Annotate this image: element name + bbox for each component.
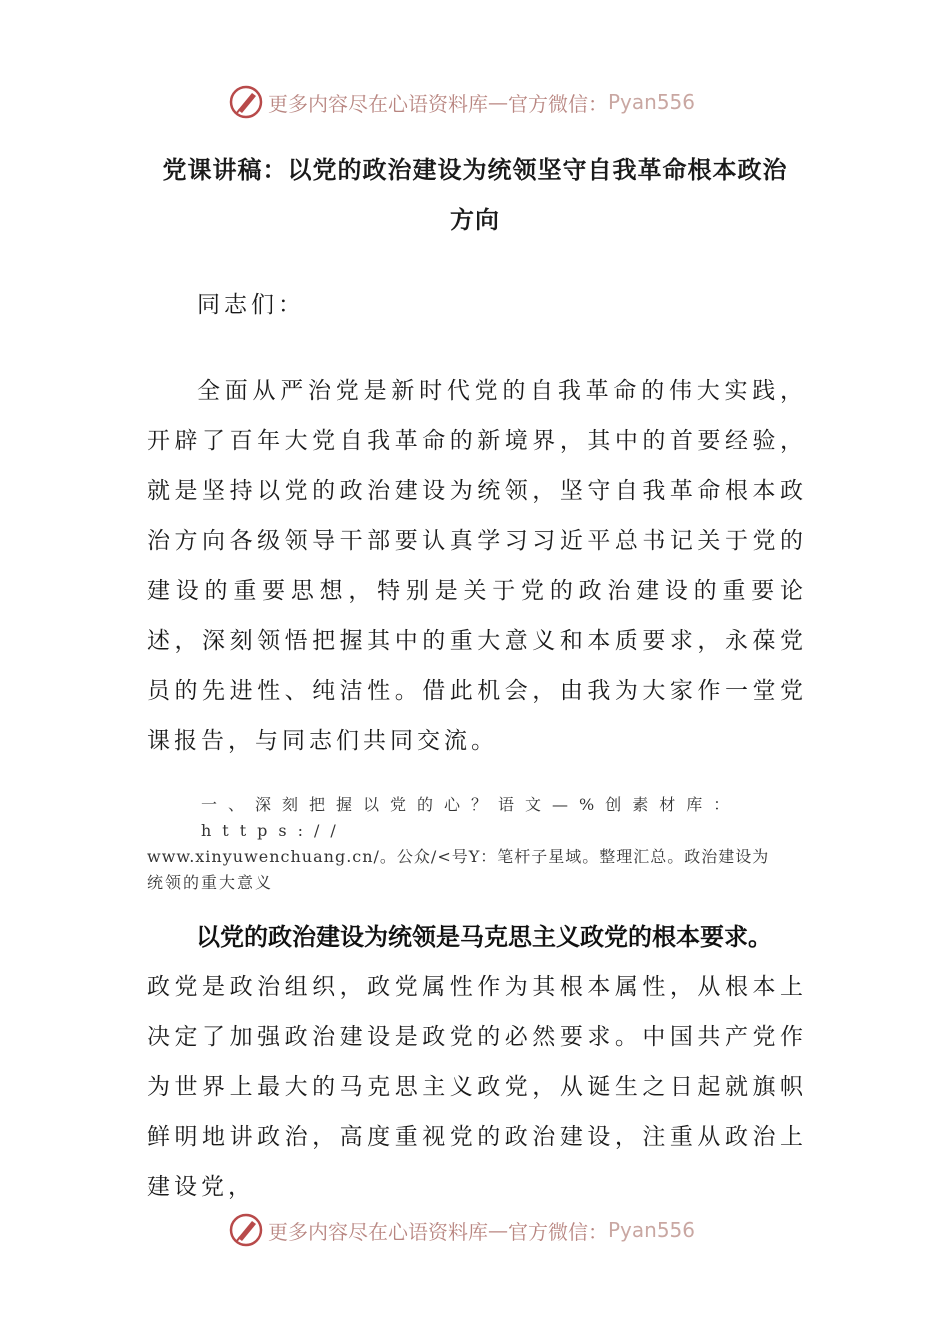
banner-label: 官方微信： [508, 1219, 608, 1244]
greeting: 同志们： [197, 292, 305, 318]
pen-logo-icon [228, 84, 264, 120]
title-line-2: 方向 [450, 206, 500, 234]
bold-thesis-sentence: 以党的政治建设为统领是马克思主义政党的根本要求。 [196, 923, 772, 951]
section-heading-line-2: www.xinyuwenchuang.cn/。公众/<号Y：笔杆子星域。整理汇总。政治建设为 [147, 847, 770, 866]
section-heading [147, 792, 812, 896]
banner-text: 更多内容尽在心语资料库 [268, 1219, 488, 1244]
pen-logo-icon [228, 1212, 264, 1248]
title-line-1: 党课讲稿：以党的政治建设为统领坚守自我革命根本政治 [162, 156, 788, 184]
banner-separator: — [488, 90, 508, 114]
section-heading-line-3: 统领的重大意义 [147, 873, 274, 892]
banner-label: 官方微信： [508, 91, 608, 116]
section-heading-line-1 [147, 792, 812, 844]
banner-text: 更多内容尽在心语资料库 [268, 91, 488, 116]
banner-separator: — [488, 1218, 508, 1242]
document-title [140, 145, 810, 245]
banner-wechat-id: Pyan556 [608, 1218, 696, 1242]
section-heading-line-1-text: 一、深刻把握以党的心？语文—%创素材库：https:// [201, 795, 741, 840]
intro-paragraph: 全面从严治党是新时代党的自我革命的伟大实践，开辟了百年大党自我革命的新境界，其中的首要经验，就是坚持以党的政治建设为统领，坚守自我革命根本政治方向各级领导干部要认真学习习近平总书记关于党的建设的重要思想，特别是关于党的政治建设的重要论述，深刻领悟把握其中的重大意义和本质要求，永葆党员的先进性、纯洁性。借此机会，由我为大家作一堂党课报告，与同志们共同交流。 [147, 378, 807, 754]
header-banner [228, 82, 695, 122]
footer-banner [228, 1210, 695, 1250]
banner-wechat-id: Pyan556 [608, 90, 696, 114]
body-paragraph-2: 政党是政治组织，政党属性作为其根本属性，从根本上决定了加强政治建设是政党的必然要求。中国共产党作为世界上最大的马克思主义政党，从诞生之日起就旗帜鲜明地讲政治，高度重视党的政治建设，注重从政治上建设党， [147, 974, 807, 1200]
